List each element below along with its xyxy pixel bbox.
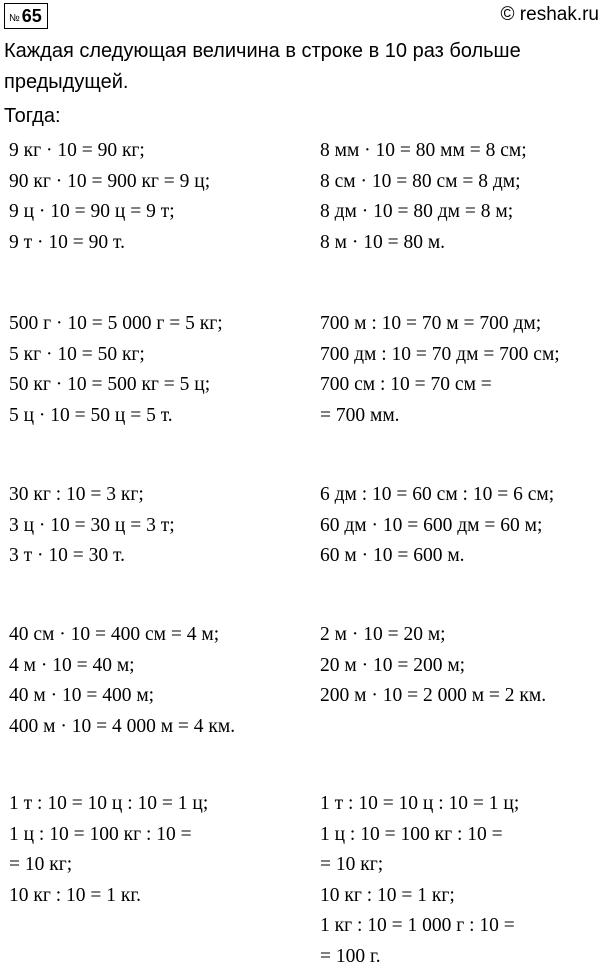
site-credit: © reshak.ru bbox=[500, 4, 599, 25]
equation-line: 4 м · 10 = 40 м; bbox=[9, 654, 135, 676]
equation-line: 6 дм : 10 = 60 см : 10 = 6 см; bbox=[320, 484, 555, 505]
equation-line: 5 ц · 10 = 50 ц = 5 т. bbox=[9, 404, 173, 426]
then-label: Тогда: bbox=[4, 105, 61, 127]
equation-line: 40 см · 10 = 400 см = 4 м; bbox=[9, 624, 220, 645]
equation-line: 700 см : 10 = 70 см = bbox=[320, 374, 492, 396]
intro-text: Каждая следующая величина в строке в 10 раз больше предыдущей. bbox=[4, 40, 521, 93]
equation-line: 60 дм · 10 = 600 дм = 60 м; bbox=[320, 514, 543, 536]
equation-line: 9 ц · 10 = 90 ц = 9 т; bbox=[9, 201, 175, 223]
equation-line: 3 ц · 10 = 30 ц = 3 т; bbox=[9, 514, 175, 536]
block-5-right bbox=[320, 789, 519, 973]
block-2-right bbox=[320, 309, 560, 431]
equation-line: 200 м · 10 = 2 000 м = 2 км. bbox=[320, 685, 547, 707]
equation-line: 1 т : 10 = 10 ц : 10 = 1 ц; bbox=[9, 793, 209, 814]
equation-line: 50 кг · 10 = 500 кг = 5 ц; bbox=[9, 374, 211, 396]
block-4-left bbox=[9, 620, 235, 742]
equation-line: 3 т · 10 = 30 т. bbox=[9, 545, 125, 567]
equation-line: 1 ц : 10 = 100 кг : 10 = bbox=[9, 823, 192, 845]
equation-line: = 10 кг; bbox=[9, 854, 73, 876]
equation-line: 9 т · 10 = 90 т. bbox=[9, 231, 125, 253]
equation-line: = 10 кг; bbox=[320, 854, 384, 876]
equation-line: 500 г · 10 = 5 000 г = 5 кг; bbox=[9, 313, 223, 334]
equation-line: 10 кг : 10 = 1 кг. bbox=[9, 884, 142, 906]
equation-line: = 100 г. bbox=[320, 945, 381, 967]
equation-line: 8 дм · 10 = 80 дм = 8 м; bbox=[320, 201, 514, 223]
block-1-left bbox=[9, 136, 210, 258]
equation-line: 8 мм · 10 = 80 мм = 8 см; bbox=[320, 140, 527, 161]
equation-line: 20 м · 10 = 200 м; bbox=[320, 654, 466, 676]
number-sign: № bbox=[9, 13, 20, 24]
block-5-left bbox=[9, 789, 208, 911]
block-2-left bbox=[9, 309, 223, 431]
task-number-badge bbox=[4, 3, 48, 29]
equation-line: 9 кг · 10 = 90 кг; bbox=[9, 140, 145, 161]
block-1-right bbox=[320, 136, 527, 258]
equation-line: 30 кг : 10 = 3 кг; bbox=[9, 484, 144, 505]
equation-line: 400 м · 10 = 4 000 м = 4 км. bbox=[9, 715, 236, 737]
block-3-right bbox=[320, 480, 554, 572]
task-number: 65 bbox=[21, 6, 42, 26]
equation-line: 700 дм : 10 = 70 дм = 700 см; bbox=[320, 343, 560, 365]
equation-line: 90 кг · 10 = 900 кг = 9 ц; bbox=[9, 170, 211, 192]
equation-line: 10 кг : 10 = 1 кг; bbox=[320, 884, 455, 906]
equation-line: 40 м · 10 = 400 м; bbox=[9, 685, 155, 707]
equation-line: 5 кг · 10 = 50 кг; bbox=[9, 343, 145, 365]
equation-line: 700 м : 10 = 70 м = 700 дм; bbox=[320, 313, 542, 334]
equation-line: 1 т : 10 = 10 ц : 10 = 1 ц; bbox=[320, 793, 520, 814]
equation-line: 8 см · 10 = 80 см = 8 дм; bbox=[320, 170, 521, 192]
block-3-left bbox=[9, 480, 175, 572]
equation-line: 8 м · 10 = 80 м. bbox=[320, 231, 446, 253]
equation-line: 60 м · 10 = 600 м. bbox=[320, 545, 465, 567]
equation-line: 1 ц : 10 = 100 кг : 10 = bbox=[320, 823, 503, 845]
block-4-right bbox=[320, 620, 546, 712]
equation-line: 2 м · 10 = 20 м; bbox=[320, 624, 446, 645]
equation-line: 1 кг : 10 = 1 000 г : 10 = bbox=[320, 915, 515, 937]
equation-line: = 700 мм. bbox=[320, 404, 400, 426]
